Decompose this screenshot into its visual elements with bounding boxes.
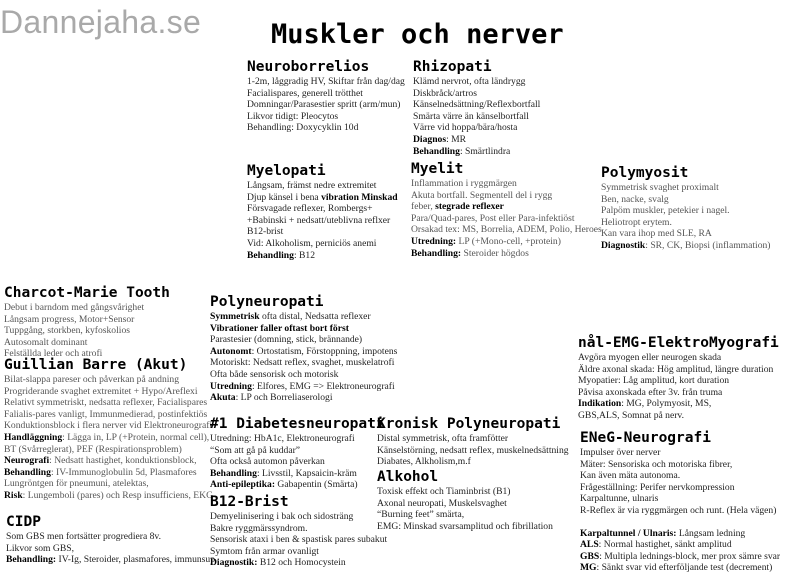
- section-line: [413, 122, 540, 134]
- line-text: BT (Svårreglerat), PEF (Respirationsproblem): [4, 443, 182, 455]
- section-heading: B12-Brist: [210, 494, 289, 510]
- section-line: [247, 180, 398, 192]
- section-line: [580, 539, 780, 551]
- line-text: Avgöra myogen eller neurogen skada: [578, 352, 722, 363]
- section-line: [4, 409, 213, 421]
- section-line: [411, 213, 602, 225]
- line-text: Steroider högdos: [461, 247, 529, 259]
- section-line: [413, 146, 540, 158]
- line-text: Diabates, Alkholism,m.f: [377, 456, 471, 468]
- section-heading: Polyneuropati: [210, 294, 324, 310]
- section-b12-brist: [210, 494, 387, 569]
- section-diabetesneuropati: [210, 416, 385, 491]
- section-line: [210, 445, 385, 457]
- line-text: Klämd nervrot, ofta ländrygg: [413, 76, 526, 87]
- line-text: Känselstörning, nedsatt reflex, muskelnedsättning: [377, 444, 569, 456]
- section-line: [578, 398, 779, 410]
- line-label: Diagnostik: [601, 239, 646, 251]
- section-heading: ENeG-Neurografi: [580, 430, 711, 446]
- section-line: [580, 459, 780, 471]
- line-label: Behandling: [4, 466, 51, 478]
- section-heading: Charcot-Marie Tooth: [4, 285, 170, 301]
- section-line: [580, 470, 780, 482]
- line-text: Parastesier (domning, stick, brännande): [210, 334, 363, 346]
- line-text: Smärta värre än känselbortfall: [413, 110, 529, 122]
- line-text: Utredning: HbA1c, Elektroneurografi: [210, 433, 355, 444]
- line-text: GBS,ALS, Somnat på nerv.: [578, 409, 684, 421]
- line-text: Heliotropt erytem.: [601, 216, 672, 228]
- line-text: Frågeställning: Perifer nervkompression: [580, 481, 735, 493]
- section-line: [377, 498, 553, 510]
- page-title: Muskler och nerver: [271, 19, 564, 50]
- section-line: [413, 88, 540, 100]
- line-text: Axonal neuropati, Muskelsvaghet: [377, 497, 507, 509]
- line-text: Försvagade reflexer, Rombergs+: [247, 203, 373, 215]
- section-line: [411, 178, 602, 190]
- line-label: Autonomt: [210, 345, 252, 357]
- section-line: [210, 433, 385, 445]
- section-heading: Polymyosit: [601, 165, 689, 181]
- line-label: Utredning:: [411, 235, 457, 247]
- line-emphasis: stegrade reflexer: [435, 201, 504, 213]
- section-line: [247, 226, 398, 238]
- section-line: [4, 432, 213, 444]
- line-text: Demyelinisering i bak och sidosträng: [210, 511, 354, 522]
- spacer: [580, 517, 780, 528]
- section-line: [580, 493, 780, 505]
- line-label: Handläggning: [4, 431, 63, 443]
- line-text: Debut i barndom med gångsvårighet: [4, 302, 145, 313]
- line-text: Toxisk effekt och Tiaminbrist (B1): [377, 486, 511, 497]
- section-line: [377, 433, 569, 445]
- section-line: [6, 531, 215, 543]
- line-text: Som GBS men fortsätter progrediera 8v.: [6, 531, 161, 542]
- section-line: [377, 456, 569, 468]
- line-label: ALS: [580, 539, 599, 551]
- line-text: : Nedsatt hastighet, konduktionsblock,: [49, 455, 197, 467]
- section-line: [210, 479, 385, 491]
- line-text: Likvor som GBS,: [6, 542, 74, 554]
- section-line: [413, 76, 540, 88]
- line-text: Ofta också automon påverkan: [210, 456, 325, 468]
- line-text: : LP och Borreliaserologi: [235, 392, 333, 404]
- section-line: [580, 551, 780, 563]
- section-line: [580, 447, 780, 459]
- section-heading: CIDP: [6, 514, 41, 530]
- line-label: Akuta: [210, 392, 236, 404]
- section-heading: Rhizopati: [413, 59, 492, 75]
- line-label: Behandling: [413, 145, 460, 157]
- line-text: : Sänkt svar vid efterföljande test (decrement): [596, 562, 773, 574]
- line-text: Autosomalt dominant: [4, 336, 88, 348]
- section-line: [210, 311, 397, 323]
- line-text: B12 och Homocystein: [257, 557, 346, 569]
- section-line: [4, 314, 170, 326]
- line-label: Diagnos: [413, 133, 447, 145]
- line-text: EMG: Minskad svarsamplitud och fibrillation: [377, 520, 553, 532]
- line-text: Kan även mäta autonoma.: [580, 470, 681, 482]
- line-text: LP (+Mono-cell, +protein): [456, 235, 561, 247]
- section-line: [210, 523, 387, 535]
- line-text: Kan vara ihop med SLE, RA: [601, 228, 712, 240]
- line-text: B12-brist: [247, 226, 284, 238]
- section-line: [4, 467, 213, 479]
- section-line: [210, 323, 397, 335]
- section-line: [210, 546, 387, 558]
- section-line: [247, 215, 398, 227]
- section-guillian-barre: [4, 357, 213, 502]
- section-line: [411, 248, 602, 260]
- line-text: Karpaltunne, ulnaris: [580, 493, 659, 505]
- section-line: [601, 205, 771, 217]
- section-line: [247, 76, 405, 88]
- section-line: [4, 397, 213, 409]
- line-text: feber,: [411, 201, 436, 213]
- line-text: Motoriskt: Nedsatt reflex, svaghet, muskelatrofi: [210, 357, 395, 369]
- line-label: GBS: [580, 550, 600, 562]
- line-text: Mäter: Sensoriska och motoriska fibrer,: [580, 458, 733, 470]
- section-line: [377, 521, 553, 533]
- section-line: [210, 534, 387, 546]
- section-line: [247, 88, 405, 100]
- line-text: R-Reflex är via ryggmärgen och runt. (Hela vägen): [580, 504, 777, 516]
- line-text: Lungröntgen för pneumuni, atelektas,: [4, 478, 149, 490]
- section-line: [578, 410, 779, 422]
- line-text: : IV-Immunoglobulin 5d, Plasmafores: [50, 466, 197, 478]
- section-polymyosit: [601, 165, 771, 252]
- line-label: Behandling:: [6, 554, 57, 566]
- line-text: Behandling: Doxycyklin 10d: [247, 122, 359, 134]
- line-label: Indikation: [578, 398, 622, 410]
- section-emg: [578, 335, 779, 422]
- line-label: Behandling: [210, 467, 257, 479]
- section-line: [580, 528, 780, 540]
- section-heading: Neuroborrelios: [247, 59, 370, 75]
- section-line: [247, 111, 405, 123]
- line-text: Gabapentin (Smärta): [275, 479, 358, 491]
- section-line: [247, 203, 398, 215]
- section-line: [4, 444, 213, 456]
- line-text: Långsam progress, Motor+Sensor: [4, 313, 135, 325]
- section-line: [601, 240, 771, 252]
- line-label: Behandling:: [411, 247, 462, 259]
- section-cidp: [6, 514, 215, 566]
- line-text: : MG, Polymyosit, MS,: [621, 398, 712, 410]
- section-line: [578, 352, 779, 364]
- line-text: Långsam, främst nedre extremitet: [247, 180, 377, 191]
- section-line: [4, 325, 170, 337]
- section-line: [377, 445, 569, 457]
- line-text: Falialis-pares vanligt, Immunmedierad, postinfektiös: [4, 408, 208, 420]
- section-line: [4, 455, 213, 467]
- line-text: : SR, CK, Biopsi (inflammation): [645, 239, 771, 251]
- section-line: [210, 357, 397, 369]
- line-label: MG: [580, 562, 597, 574]
- line-text: IV-Ig, Steroider, plasmafores, immunsup: [56, 554, 215, 566]
- section-line: [580, 505, 780, 517]
- line-text: Konduktionsblock i flera nerver vid Elektroneurografi: [4, 420, 213, 432]
- section-line: [413, 134, 540, 146]
- section-line: [377, 509, 553, 521]
- section-line: [580, 562, 780, 574]
- section-neuroborrelios: [247, 59, 405, 134]
- line-text: Påvisa axonskada efter 3v. från truma: [578, 386, 723, 398]
- section-heading: Alkohol: [377, 469, 439, 485]
- section-heading: Guillian Barre (Akut): [4, 357, 188, 373]
- line-text: Långsam ledning: [676, 527, 746, 539]
- section-myelit: [411, 161, 602, 259]
- line-text: Djup känsel i bena: [247, 191, 322, 203]
- line-label: Anti-epileptika:: [210, 479, 276, 491]
- section-heading: Kronisk Polyneuropati: [377, 416, 561, 432]
- section-line: [411, 236, 602, 248]
- section-line: [4, 337, 170, 349]
- section-line: [413, 99, 540, 111]
- line-text: Värre vid hoppa/bära/hosta: [413, 122, 518, 134]
- line-text: : B12: [293, 249, 315, 261]
- section-line: [578, 387, 779, 399]
- section-polyneuropati: [210, 294, 397, 404]
- section-line: [210, 381, 397, 393]
- section-alkohol: [377, 469, 553, 532]
- line-text: Ofta både sensorisk och motorisk: [210, 368, 339, 380]
- section-line: [247, 192, 398, 204]
- section-line: [601, 194, 771, 206]
- watermark-logo: Dannejaha.se: [0, 4, 202, 40]
- section-charcot-marie-tooth: [4, 285, 170, 360]
- line-text: : Livsstil, Kapsaicin-kräm: [256, 467, 357, 479]
- line-text: : Ortostatism, Förstoppning, impotens: [251, 345, 398, 357]
- line-label: Neurografi: [4, 455, 50, 467]
- line-text: Facialispares, generell trötthet: [247, 87, 363, 99]
- section-line: [210, 346, 397, 358]
- line-text: Känselnedsättning/Reflexbortfall: [413, 99, 541, 111]
- section-line: [4, 302, 170, 314]
- section-line: [210, 392, 397, 404]
- line-text: Akuta bortfall. Segmentell del i rygg: [411, 189, 553, 201]
- section-eneg: [580, 430, 780, 574]
- line-text: Para/Quad-pares, Post eller Para-infektiöst: [411, 212, 575, 224]
- line-label: Behandling: [247, 249, 294, 261]
- section-line: [210, 468, 385, 480]
- section-line: [210, 511, 387, 523]
- line-text: “Burning feet” smärta,: [377, 509, 465, 521]
- line-text: Sensorisk ataxi i ben & spastisk pares subakut: [210, 534, 388, 546]
- section-heading: Myelopati: [247, 163, 326, 179]
- section-line: [578, 375, 779, 387]
- section-line: [210, 369, 397, 381]
- line-label: Diagnostik:: [210, 557, 258, 569]
- line-text: Diskbråck/artros: [413, 87, 477, 99]
- section-line: [247, 238, 398, 250]
- section-line: [4, 478, 213, 490]
- section-heading: Myelit: [411, 161, 464, 177]
- section-rhizopati: [413, 59, 540, 157]
- section-line: [6, 554, 215, 566]
- section-line: [4, 490, 213, 502]
- line-label: Symmetrisk: [210, 311, 260, 322]
- section-line: [4, 420, 213, 432]
- section-heading: nål-EMG-ElektroMyografi: [578, 335, 779, 351]
- section-myelopati: [247, 163, 398, 261]
- line-label: Risk: [4, 489, 23, 501]
- section-kronisk-polyneuropati: [377, 416, 569, 468]
- line-text: : Normal hastighet, sänkt amplitud: [598, 539, 732, 551]
- line-emphasis: vibration Minskad: [321, 191, 398, 203]
- line-text: Vid: Alkoholism, perniciös anemi: [247, 237, 377, 249]
- line-text: Ben, nacke, svalg: [601, 193, 669, 205]
- section-line: [210, 334, 397, 346]
- section-line: [210, 557, 387, 569]
- line-text: Bakre ryggmärssyndrom.: [210, 522, 308, 534]
- line-text: Bilat-slappa pareser och påverkan på andning: [4, 374, 180, 385]
- section-line: [411, 190, 602, 202]
- section-line: [601, 228, 771, 240]
- line-text: Myopatier: Låg amplitud, kort duration: [578, 375, 730, 387]
- section-line: [4, 386, 213, 398]
- section-line: [247, 122, 405, 134]
- line-text: : Smärtlindra: [459, 145, 511, 157]
- line-text: Impulser över nerver: [580, 447, 661, 458]
- section-line: [247, 99, 405, 111]
- line-label: Vibrationer faller oftast bort först: [210, 322, 349, 334]
- line-text: Inflammation i ryggmärgen: [411, 178, 517, 189]
- line-text: Palpöm muskler, petekier i nagel.: [601, 205, 730, 217]
- line-text: ofta distal, Nedsatta reflexer: [259, 311, 371, 322]
- line-text: Äldre axonal skada: Hög amplitud, längre duration: [578, 363, 774, 375]
- section-line: [413, 111, 540, 123]
- line-text: : Lungemboli (pares) och Resp insufficiens, EKG: [22, 489, 213, 501]
- line-text: Relativt symmetriskt, nedsatta reflexer, Facialispares: [4, 397, 208, 409]
- section-line: [6, 543, 215, 555]
- line-text: : Elfores, EMG => Elektroneurografi: [251, 380, 395, 392]
- section-line: [4, 374, 213, 386]
- line-text: Tuppgång, storkben, kyfoskolios: [4, 325, 130, 337]
- line-text: +Babinski + nedsatt/uteblivna reflxer: [247, 214, 391, 226]
- line-text: 1-2m, låggradig HV, Skiftar från dag/dag: [247, 76, 405, 87]
- section-line: [210, 456, 385, 468]
- line-text: Orsakad tex: MS, Borrelia, ADEM, Polio, Heroes: [411, 224, 602, 236]
- line-text: Felställda leder och atrofi: [4, 348, 103, 360]
- line-label: Utredning: [210, 380, 252, 392]
- line-text: “Som att gå på kuddar”: [210, 444, 301, 456]
- section-line: [411, 201, 602, 213]
- line-text: Symmetrisk svaghet proximalt: [601, 182, 719, 193]
- line-text: Symtom från armar ovanligt: [210, 545, 319, 557]
- line-text: : Lägga in, LP (+Protein, normal cell),: [62, 431, 210, 443]
- section-line: [580, 482, 780, 494]
- line-text: Domningar/Parasestier spritt (arm/mun): [247, 99, 401, 111]
- line-text: : Multipla lednings-block, mer prox sämre svar: [599, 550, 781, 562]
- line-text: Distal symmetrisk, ofta framfötter: [377, 433, 509, 444]
- section-heading: #1 Diabetesneuropati: [210, 416, 385, 432]
- line-text: Likvor tidigt: Pleocytos: [247, 110, 339, 122]
- section-line: [377, 486, 553, 498]
- section-line: [601, 182, 771, 194]
- section-line: [601, 217, 771, 229]
- section-line: [578, 364, 779, 376]
- line-text: : MR: [446, 133, 467, 145]
- section-line: [247, 250, 398, 262]
- line-label: Karpaltunnel / Ulnaris:: [580, 527, 677, 539]
- section-line: [411, 224, 602, 236]
- line-text: Progriderande svaghet extremitet + Hypo/Areflexi: [4, 385, 198, 397]
